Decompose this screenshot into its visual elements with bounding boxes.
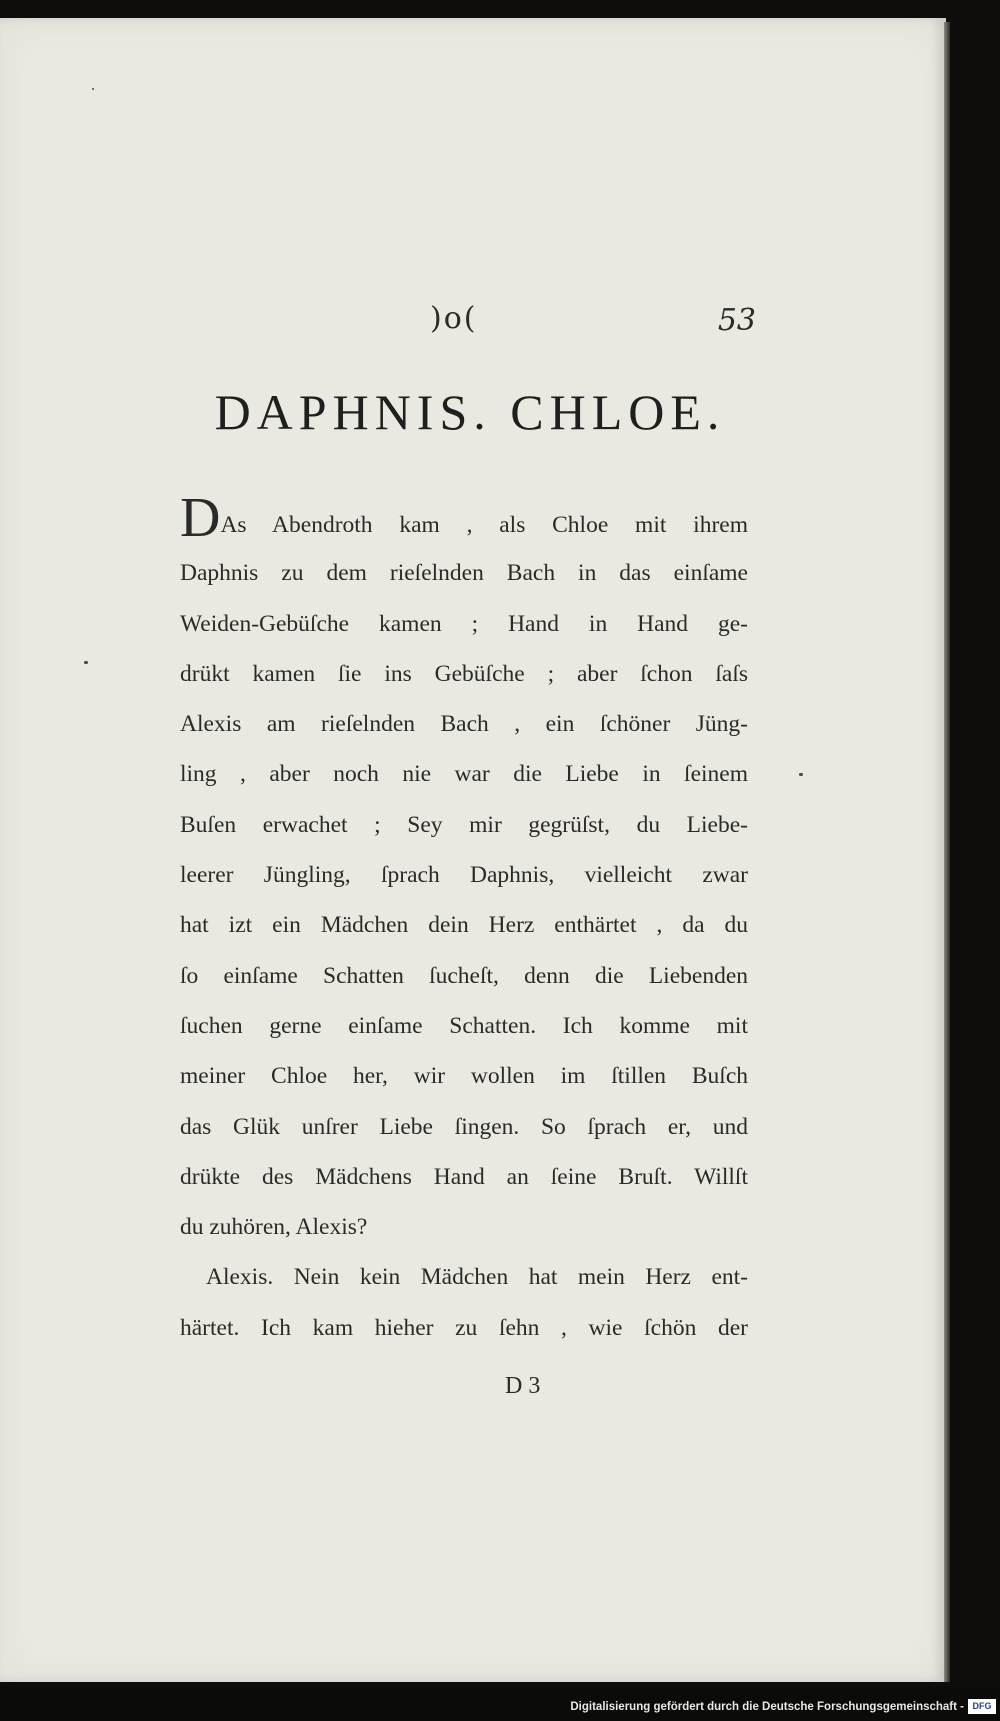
text-line: ling , aber noch nie war die Liebe in ſeinem <box>180 761 748 788</box>
drop-cap: D <box>180 498 221 549</box>
text-line: Alexis. Nein kein Mädchen hat mein Herz ent- <box>206 1264 748 1291</box>
signature-mark: D 3 <box>505 1373 541 1399</box>
text-line: das Glük unſrer Liebe ſingen. So ſprach er, und <box>180 1113 748 1140</box>
text-line: härtet. Ich kam hieher zu ſehn , wie ſchön der <box>180 1314 748 1341</box>
text-line: hat izt ein Mädchen dein Herz enthärtet , da du <box>180 912 748 939</box>
text-line: meiner Chloe her, wir wollen im ſtillen Buſch <box>180 1063 748 1090</box>
funding-credit: Digitalisierung gefördert durch die Deutsche Forschungsgemeinschaft - <box>570 1701 964 1713</box>
text-line: Alexis am rieſelnden Bach , ein ſchöner Jüng- <box>180 711 748 738</box>
text-line: ſuchen gerne einſame Schatten. Ich komme mit <box>180 1012 748 1039</box>
text-line: du zuhören, Alexis? <box>180 1214 368 1241</box>
text-line: drükte des Mädchens Hand an ſeine Bruſt. Willſt <box>180 1163 748 1190</box>
book-page <box>0 18 946 1682</box>
text-line: ſo einſame Schatten ſucheſt, denn die Liebenden <box>180 962 748 989</box>
text-line: Daphnis zu dem rieſelnden Bach in das einſame <box>180 560 748 587</box>
body-text <box>180 498 748 1353</box>
page-edge-shadow <box>944 22 950 1682</box>
text-line: DAs Abendroth kam , als Chloe mit ihrem <box>180 498 748 548</box>
text-line: leerer Jüngling, ſprach Daphnis, vielleicht zwar <box>180 862 748 889</box>
dfg-logo[interactable]: DFG <box>968 1699 996 1714</box>
page-number: 53 <box>717 303 756 338</box>
header-ornament: )o( <box>430 301 478 336</box>
running-head <box>180 301 760 341</box>
text-line: Weiden-Gebüſche kamen ; Hand in Hand ge- <box>180 610 748 637</box>
footer-bar <box>0 1687 1000 1721</box>
text-line: drükt kamen ſie ins Gebüſche ; aber ſchon ſaſs <box>180 660 748 687</box>
text-line: Buſen erwachet ; Sey mir gegrüſst, du Liebe- <box>180 811 748 838</box>
chapter-title: DAPHNIS. CHLOE. <box>214 384 726 440</box>
